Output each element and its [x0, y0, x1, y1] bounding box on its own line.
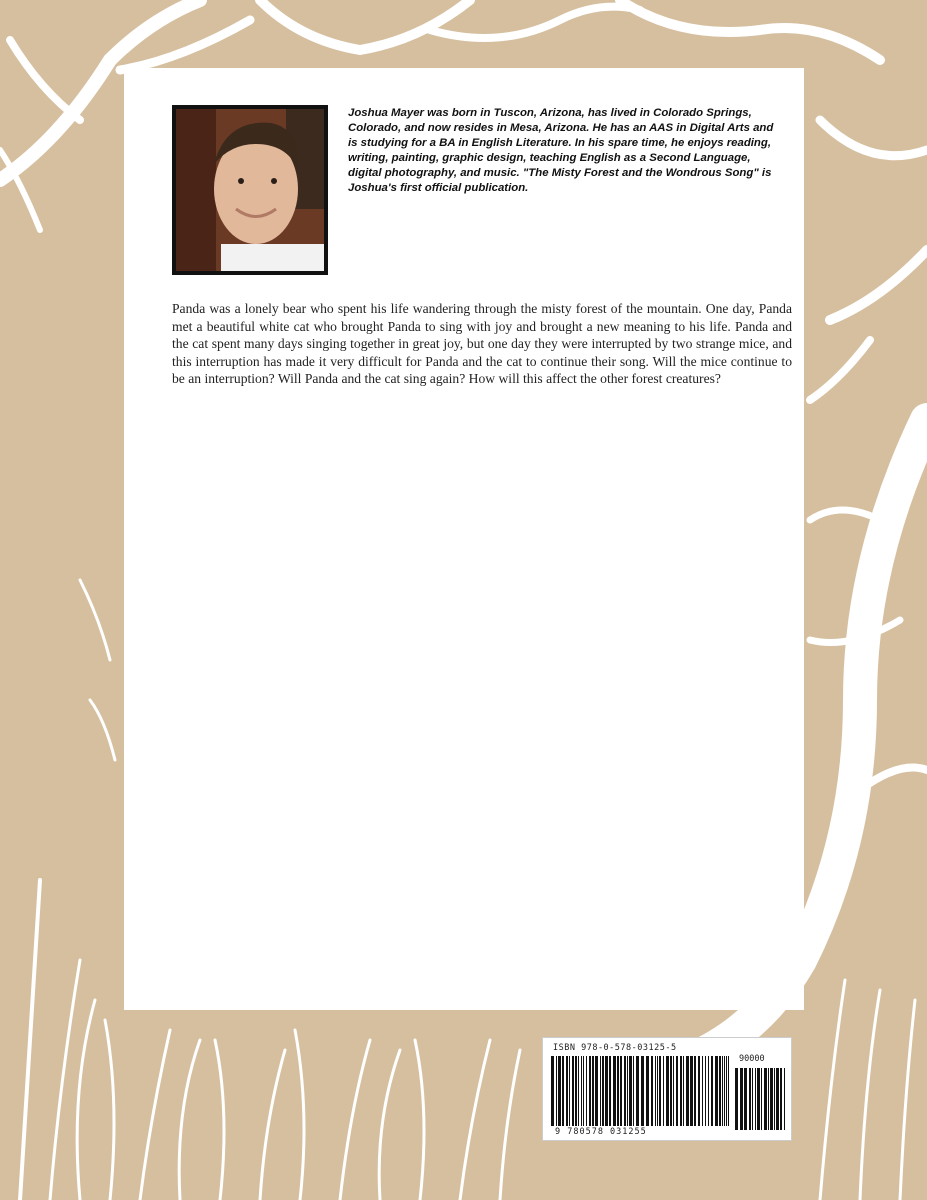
- barcode-stripe: [605, 1056, 608, 1126]
- barcode-stripe: [609, 1056, 611, 1126]
- barcode-stripe: [673, 1056, 674, 1126]
- barcode-stripe: [711, 1056, 713, 1126]
- barcode-stripe: [752, 1068, 753, 1130]
- book-description: Panda was a lonely bear who spent his life wandering through the misty forest of the mountain. One day, Panda met a beautiful white cat who brought Panda to sing with joy and brought a new meaning to his life. Panda and the cat spent many days singing together in great joy, but one day they were interrupted by two strange mice, and this interruption has made it very difficult for Panda and the cat to continue their song. Will the mice continue to be an interruption? Will Panda and the cat sing again? How will this affect the other forest creatures?: [172, 301, 792, 386]
- barcode-stripe: [600, 1056, 601, 1126]
- barcode-stripe: [774, 1068, 775, 1130]
- barcode-stripe: [556, 1056, 557, 1126]
- barcode-stripe: [784, 1068, 785, 1130]
- barcode-stripe: [558, 1056, 561, 1126]
- barcode-stripe: [551, 1056, 554, 1126]
- barcode-stripe: [719, 1056, 721, 1126]
- barcode-stripe: [617, 1056, 619, 1126]
- barcode-digits: 9 780578 031255: [555, 1127, 647, 1137]
- content-panel: [124, 68, 804, 1010]
- barcode-stripe: [761, 1068, 762, 1130]
- barcode-stripe: [589, 1056, 591, 1126]
- barcode-stripe: [562, 1056, 564, 1126]
- barcode-stripe: [722, 1056, 723, 1126]
- barcode-stripe: [624, 1056, 626, 1126]
- barcode-stripe: [651, 1056, 653, 1126]
- barcode-stripe: [602, 1056, 604, 1126]
- author-photo: [172, 105, 328, 275]
- barcode-stripe: [670, 1056, 672, 1126]
- barcode-stripe: [705, 1056, 706, 1126]
- price-addon-number: 90000: [739, 1054, 765, 1064]
- barcode-stripe: [768, 1068, 769, 1130]
- barcode-stripe: [578, 1056, 579, 1126]
- barcode-stripe: [583, 1056, 584, 1126]
- barcode-stripe: [728, 1056, 729, 1126]
- barcode-stripe: [629, 1056, 632, 1126]
- barcode-stripe: [613, 1056, 616, 1126]
- barcode-stripe: [636, 1056, 639, 1126]
- barcode-stripe: [663, 1056, 664, 1126]
- barcode-stripe: [708, 1056, 709, 1126]
- barcode-stripe: [726, 1056, 727, 1126]
- barcode-stripe: [698, 1056, 700, 1126]
- barcode-stripe: [724, 1056, 725, 1126]
- barcode-stripe: [581, 1056, 582, 1126]
- barcode-stripe: [676, 1056, 678, 1126]
- barcode-stripe: [592, 1056, 594, 1126]
- barcode-stripe: [575, 1056, 577, 1126]
- barcode-stripe: [586, 1056, 587, 1126]
- barcode-stripe: [683, 1056, 684, 1126]
- barcode-stripe: [659, 1056, 661, 1126]
- isbn-label: ISBN 978-0-578-03125-5: [553, 1043, 677, 1053]
- barcode-stripe: [764, 1068, 767, 1130]
- barcode-stripe: [735, 1068, 738, 1130]
- barcode-stripe: [655, 1056, 656, 1126]
- barcode-stripe: [680, 1056, 682, 1126]
- isbn-barcode: [542, 1037, 792, 1141]
- barcode-stripe: [686, 1056, 689, 1126]
- barcode-stripe: [566, 1056, 568, 1126]
- price-addon-bars: [735, 1068, 787, 1130]
- barcode-stripe: [749, 1068, 751, 1130]
- barcode-stripe: [744, 1068, 747, 1130]
- barcode-stripe: [740, 1068, 743, 1130]
- barcode-stripe: [702, 1056, 703, 1126]
- barcode-bars: [551, 1056, 729, 1126]
- author-bio: Joshua Mayer was born in Tuscon, Arizona, has lived in Colorado Springs, Colorado, and now resides in Mesa, Arizona. He has an AAS in Digital Arts and is studying for a BA in English Literature. In his spare time, he enjoys reading, writing, painting, graphic design, teaching English as a Second Language, digital photography, and music. "The Misty Forest and the Wondrous Song" is Joshua's first official publication.: [348, 107, 774, 194]
- barcode-stripe: [633, 1056, 634, 1126]
- barcode-stripe: [666, 1056, 669, 1126]
- barcode-stripe: [770, 1068, 773, 1130]
- barcode-stripe: [572, 1056, 574, 1126]
- barcode-stripe: [780, 1068, 782, 1130]
- barcode-stripe: [627, 1056, 628, 1126]
- barcode-stripe: [569, 1056, 570, 1126]
- barcode-stripe: [776, 1068, 779, 1130]
- barcode-stripe: [715, 1056, 718, 1126]
- barcode-stripe: [755, 1068, 756, 1130]
- barcode-stripe: [690, 1056, 693, 1126]
- barcode-stripe: [646, 1056, 649, 1126]
- barcode-stripe: [757, 1068, 760, 1130]
- barcode-stripe: [657, 1056, 658, 1126]
- barcode-stripe: [694, 1056, 696, 1126]
- barcode-stripe: [595, 1056, 598, 1126]
- barcode-stripe: [620, 1056, 622, 1126]
- barcode-stripe: [641, 1056, 644, 1126]
